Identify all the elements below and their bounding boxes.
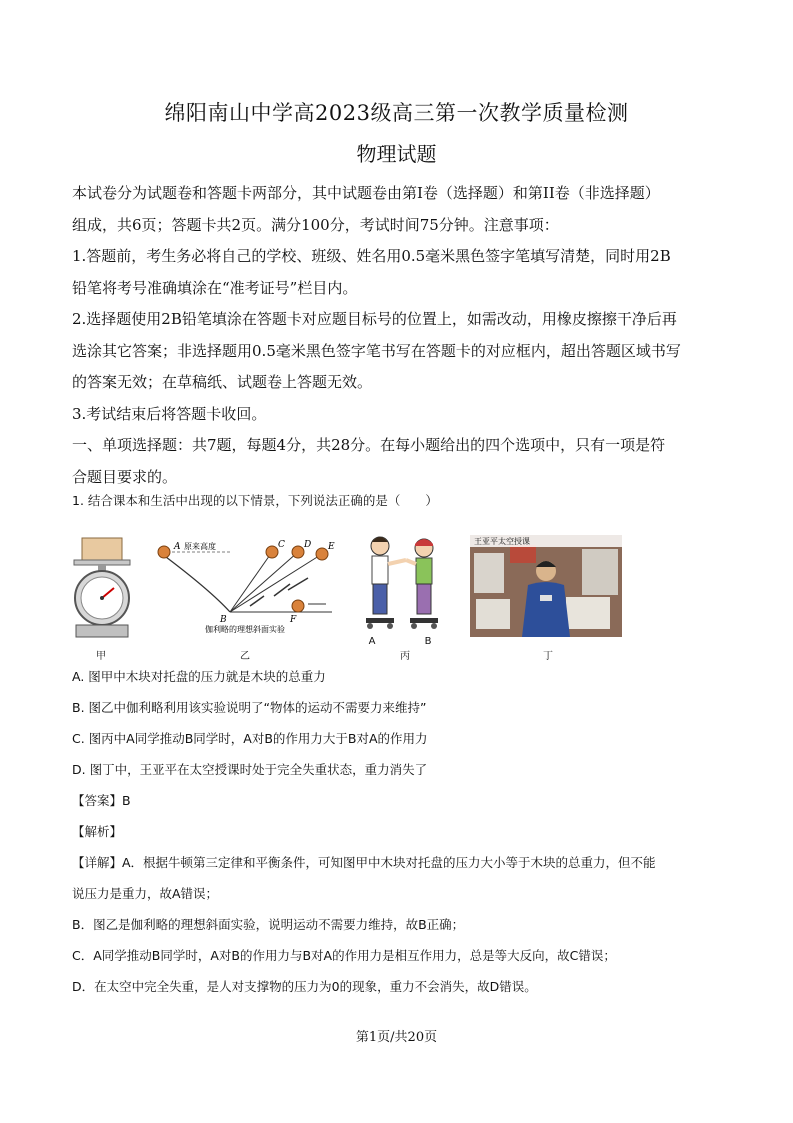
- page-footer: 第1页/共20页: [355, 1030, 438, 1045]
- intro-line-2: 组成，共6页；答题卡共2页。满分100分，考试时间75分钟。注意事项：: [72, 215, 559, 234]
- figure-label-bing: 丙: [400, 651, 410, 662]
- answer-label: 【答案】B: [72, 793, 131, 808]
- figure-label-ding: 丁: [543, 651, 553, 662]
- option-a: A. 图甲中木块对托盘的压力就是木块的总重力: [72, 669, 326, 684]
- student-b-label: B: [424, 636, 432, 647]
- instruction-item-2c: 的答案无效；在草稿纸、试题卷上答题无效。: [72, 373, 373, 391]
- point-c-label: C: [278, 540, 285, 550]
- page-title: 绵阳南山中学高2023级高三第一次教学质量检测: [164, 101, 629, 125]
- figure-bing-students: [358, 530, 448, 642]
- detail-line-5: D．在太空中完全失重，是人对支撑物的压力为0的现象，重力不会消失，故D错误。: [72, 979, 537, 994]
- section-heading-line-1: 一、单项选择题：共7题，每题4分，共28分。在每小题给出的四个选项中，只有一项是符: [72, 436, 666, 454]
- detail-line-2: 说压力是重力，故A错误；: [72, 886, 219, 901]
- original-height-label: 原来高度: [184, 542, 216, 551]
- figure-jia-scale: [70, 530, 132, 645]
- student-a-label: A: [368, 636, 376, 647]
- figure-label-jia: 甲: [96, 651, 106, 662]
- point-b-label: B: [220, 615, 227, 625]
- scale-illustration: [70, 530, 132, 645]
- figure-label-yi: 乙: [240, 651, 250, 662]
- answer-options: [72, 661, 732, 1002]
- instructions-block: [72, 178, 724, 493]
- point-e-label: E: [328, 542, 335, 552]
- section-heading-line-2: 合题目要求的。: [72, 467, 178, 486]
- detail-line-1: 【详解】A．根据牛顿第三定律和平衡条件，可知图甲中木块对托盘的压力大小等于木块的总重力，但不能: [72, 855, 656, 870]
- space-classroom-image: [470, 535, 622, 637]
- option-c: C. 图丙中A同学推动B同学时，A对B的作用力大于B对A的作用力: [72, 731, 428, 746]
- photo-caption: 王亚平太空授课: [474, 537, 530, 546]
- question-stem: 1. 结合课本和生活中出现的以下情景，下列说法正确的是（ ）: [72, 493, 438, 508]
- point-f-label: F: [290, 615, 297, 625]
- point-a-label: A: [174, 542, 181, 552]
- detail-line-4: C．A同学推动B同学时，A对B的作用力与B对A的作用力是相互作用力，总是等大反向，故C错误；: [72, 948, 616, 963]
- students-illustration: [358, 530, 448, 642]
- detail-line-3: B．图乙是伽利略的理想斜面实验，说明运动不需要力维持，故B正确；: [72, 917, 465, 932]
- instruction-item-2b: 选涂其它答案；非选择题用0.5毫米黑色签字笔书写在答题卡的对应框内，超出答题区域书写: [72, 341, 681, 360]
- instruction-item-3: 3.考试结束后将答题卡收回。: [72, 404, 267, 423]
- analysis-label: 【解析】: [72, 824, 123, 839]
- point-d-label: D: [304, 540, 312, 550]
- instruction-item-1b: 铅笔将考号准确填涂在“准考证号”栏目内。: [72, 278, 358, 297]
- page-subtitle: 物理试题: [356, 142, 437, 166]
- option-b: B. 图乙中伽利略利用该实验说明了“物体的运动不需要力来维持”: [72, 700, 427, 715]
- incline-diagram: [150, 530, 340, 638]
- instruction-item-2a: 2.选择题使用2B铅笔填涂在答题卡对应题目标号的位置上，如需改动，用橡皮擦擦干净后再: [72, 310, 677, 328]
- figure-ding-photo: [470, 535, 622, 637]
- intro-line-1: 本试卷分为试题卷和答题卡两部分，其中试题卷由第I卷（选择题）和第II卷（非选择题）: [72, 184, 660, 202]
- option-d: D. 图丁中，王亚平在太空授课时处于完全失重状态，重力消失了: [72, 762, 428, 777]
- incline-caption: 伽利略的理想斜面实验: [205, 625, 285, 634]
- figure-yi-incline: [150, 530, 340, 638]
- instruction-item-1a: 1.答题前，考生务必将自己的学校、班级、姓名用0.5毫米黑色签字笔填写清楚，同时用2B: [72, 247, 671, 265]
